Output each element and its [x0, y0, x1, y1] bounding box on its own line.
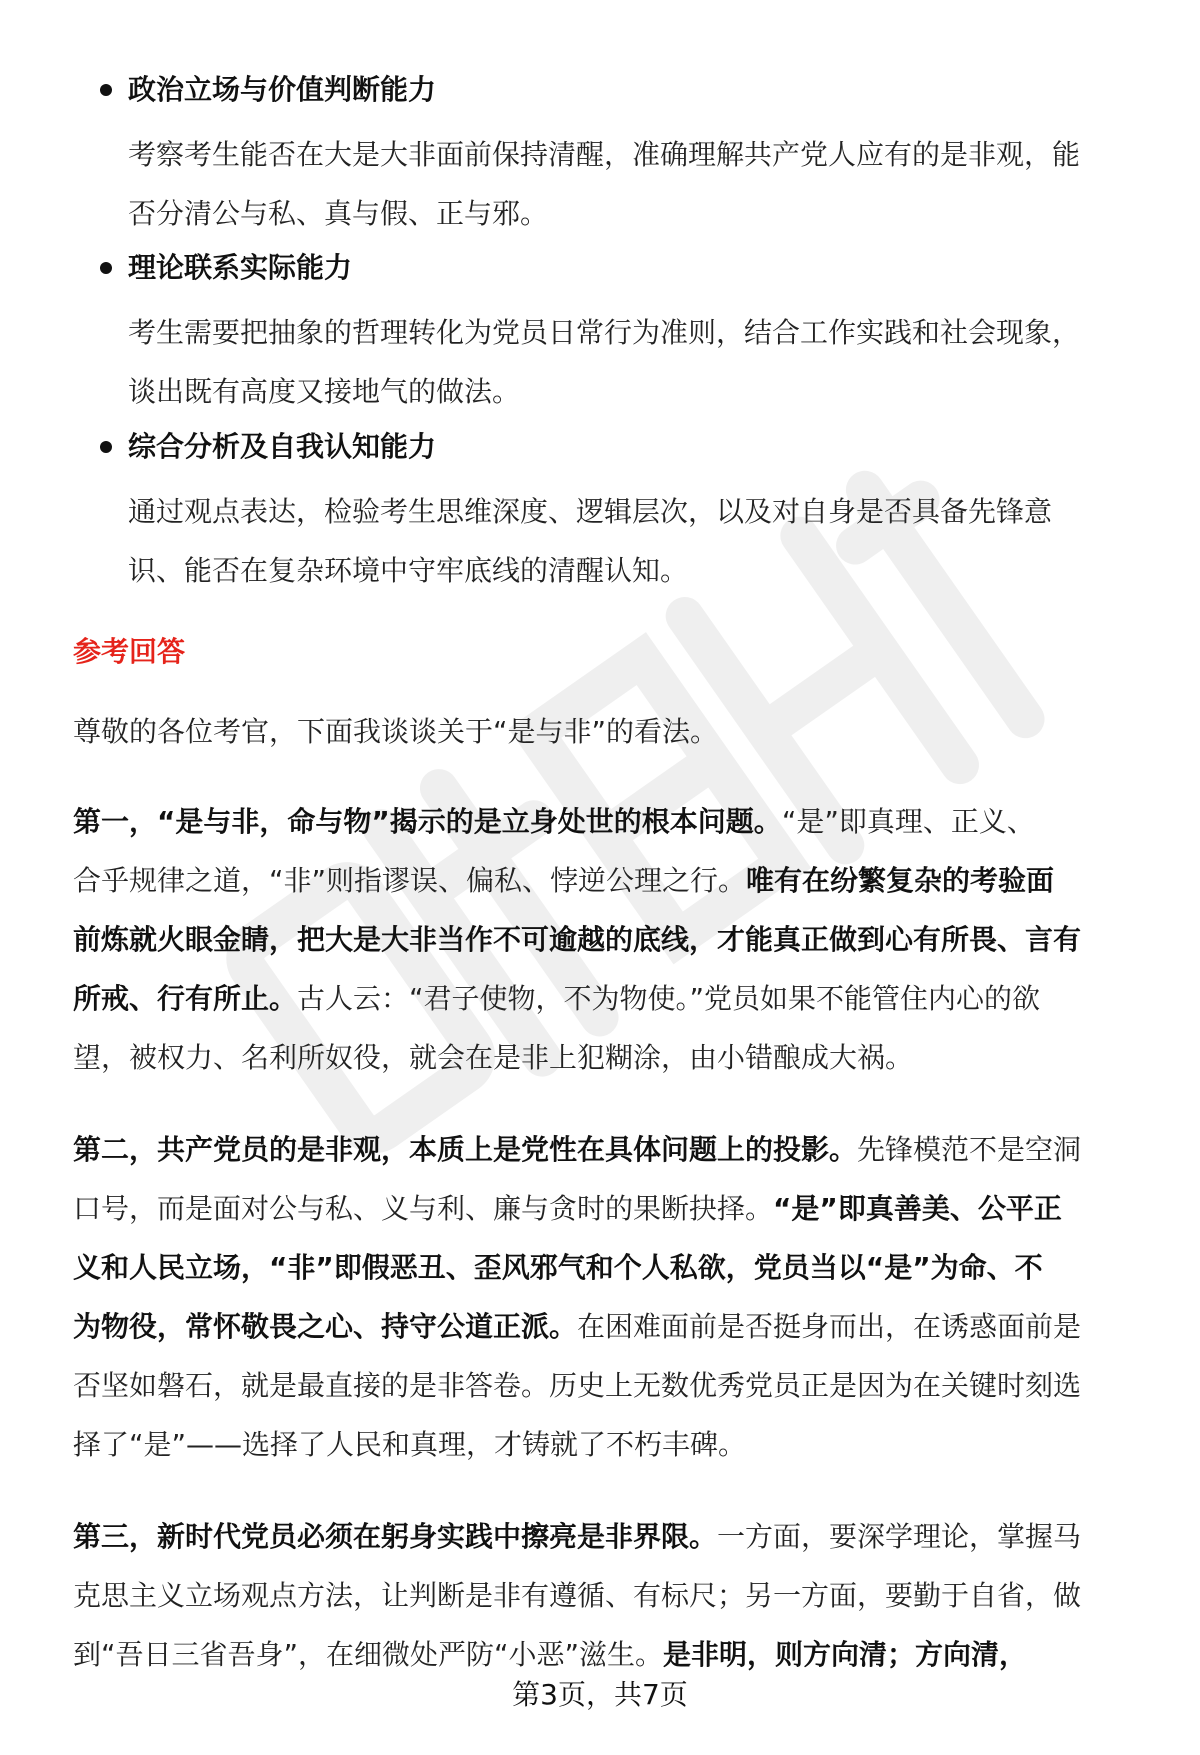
paragraph-line	[73, 1179, 1153, 1238]
bullet-dot-icon	[100, 84, 112, 96]
paragraph-line	[73, 1415, 1153, 1474]
text-run: 先锋模范不是空洞	[857, 1133, 1082, 1166]
bullet-title: 政治立场与价值判断能力	[128, 73, 437, 106]
text-run: 择了“是”——选择了人民和真理，才铸就了不朽丰碑。	[73, 1428, 747, 1461]
bold-text-run: 所戒、行有所止。	[73, 982, 298, 1015]
bold-text-run: 前炼就火眼金睛，把大是大非当作不可逾越的底线，才能真正做到心有所畏、言有	[73, 923, 1082, 956]
answer-paragraph	[73, 792, 1153, 1087]
text-run: 克思主义立场观点方法，让判断是非有遵循、有标尺；另一方面，要勤于自省，做	[73, 1579, 1082, 1612]
paragraph-line	[73, 1120, 1153, 1179]
text-run: 到“吾日三省吾身”，在细微处严防“小恶”滋生。	[73, 1638, 664, 1671]
bullet-body	[128, 303, 1148, 421]
paragraph-line	[73, 1356, 1153, 1415]
bullet-body-line: 通过观点表达，检验考生思维深度、逻辑层次，以及对自身是否具备先锋意	[128, 495, 1053, 528]
page-number: 第3页，共7页	[512, 1678, 688, 1711]
bullet-dot-icon	[100, 262, 112, 274]
paragraph-line	[73, 1566, 1153, 1625]
paragraph-line	[73, 1507, 1153, 1566]
text-run: 望，被权力、名利所奴役，就会在是非上犯糊涂，由小错酿成大祸。	[73, 1041, 914, 1074]
bullet-body-line: 考生需要把抽象的哲理转化为党员日常行为准则，结合工作实践和社会现象，	[128, 316, 1081, 349]
text-run: 口号，而是面对公与私、义与利、廉与贪时的果断抉择。	[73, 1192, 774, 1225]
paragraph-line	[73, 1028, 1153, 1087]
text-run: 在困难面前是否挺身而出，在诱惑面前是	[577, 1310, 1082, 1343]
bullet-title: 综合分析及自我认知能力	[128, 430, 437, 463]
bold-text-run: 是非明，则方向清；方向清，	[663, 1638, 1028, 1671]
bullet-body	[128, 125, 1148, 243]
paragraph-line	[73, 851, 1153, 910]
paragraph-line	[73, 969, 1153, 1028]
bullet-body-line: 识、能否在复杂环境中守牢底线的清醒认知。	[128, 554, 689, 587]
bold-text-run: 第三，新时代党员必须在躬身实践中擦亮是非界限。	[73, 1520, 718, 1553]
bullet-dot-icon	[100, 441, 112, 453]
paragraph-line	[73, 910, 1153, 969]
answer-paragraph	[73, 1120, 1153, 1474]
text-run: 一方面，要深学理论，掌握马	[717, 1520, 1082, 1553]
paragraph-line	[73, 792, 1153, 851]
bullet-body-line: 否分清公与私、真与假、正与邪。	[128, 197, 549, 230]
text-run: 古人云：“君子使物，不为物使。”党员如果不能管住内心的欲	[297, 982, 1041, 1015]
text-run: 否坚如磐石，就是最直接的是非答卷。历史上无数优秀党员正是因为在关键时刻选	[73, 1369, 1082, 1402]
bold-text-run: “是”即真善美、公平正	[773, 1192, 1062, 1225]
text-run: 合乎规律之道，“非”则指谬误、偏私、悖逆公理之行。	[73, 864, 747, 897]
bold-text-run: 第一，“是与非，命与物”揭示的是立身处世的根本问题。	[73, 805, 782, 838]
bullet-body	[128, 482, 1148, 600]
answer-paragraph	[73, 1507, 1153, 1684]
bullet-title: 理论联系实际能力	[128, 251, 353, 284]
bullet-body-line: 谈出既有高度又接地气的做法。	[128, 375, 521, 408]
paragraph-line	[73, 1297, 1153, 1356]
section-heading: 参考回答	[73, 635, 186, 668]
bold-text-run: 义和人民立场，“非”即假恶丑、歪风邪气和个人私欲，党员当以“是”为命、不	[73, 1251, 1043, 1284]
intro-paragraph: 尊敬的各位考官，下面我谈谈关于“是与非”的看法。	[73, 715, 719, 748]
bullet-body-line: 考察考生能否在大是大非面前保持清醒，准确理解共产党人应有的是非观，能	[128, 138, 1081, 171]
bold-text-run: 为物役，常怀敬畏之心、持守公道正派。	[73, 1310, 578, 1343]
text-run: “是”即真理、正义、	[781, 805, 1035, 838]
paragraph-line	[73, 1238, 1153, 1297]
bold-text-run: 唯有在纷繁复杂的考验面	[746, 864, 1055, 897]
bold-text-run: 第二，共产党员的是非观，本质上是党性在具体问题上的投影。	[73, 1133, 858, 1166]
